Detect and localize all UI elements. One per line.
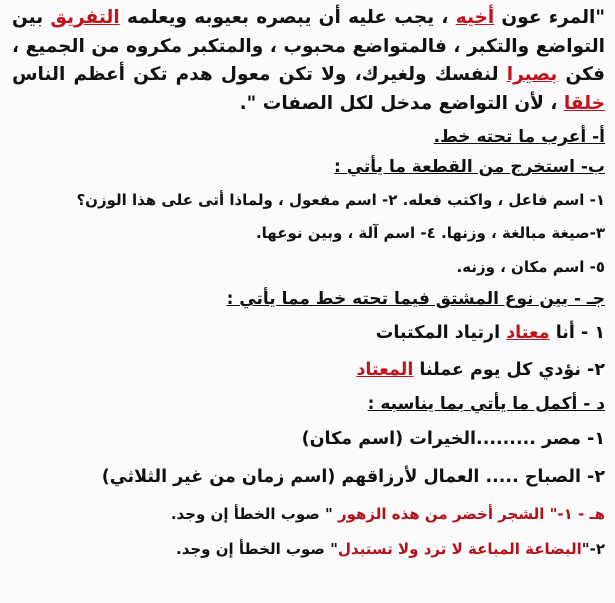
- section-b-heading: ب- استخرج من القطعة ما يأتي :: [333, 157, 605, 177]
- section-c-item-2: [12, 352, 605, 388]
- underlined-word-mutad: معتاد: [506, 323, 550, 343]
- section-c-heading: جـ - بين نوع المشتق فيما تحته خط مما يأتي :: [226, 289, 605, 309]
- underlined-word-akhihi: أخيه: [455, 7, 495, 28]
- underlined-word-tafriq: التفريق: [50, 7, 120, 28]
- passage-text: "المرء عون: [494, 7, 606, 28]
- item-text: هـ - ١-": [544, 505, 605, 523]
- item-text: ١ - أنا: [549, 323, 605, 343]
- underlined-word-almutad: المعتاد: [356, 360, 414, 380]
- section-b-item-2: ٣-صيغة مبالغة ، وزنها. ٤- اسم آلة ، وبين نوعها.: [255, 224, 605, 242]
- red-sentence-1: الشجر أخضر من هذه الزهور: [337, 505, 545, 523]
- underlined-word-basiran: بصيرا: [506, 64, 558, 85]
- passage-paragraph: [12, 4, 605, 118]
- section-d-item-2: ٢- الصباح ..... العمال لأرزاقهم (اسم زمان من غير الثلاثي): [101, 467, 605, 487]
- section-h-item-1: [12, 496, 605, 532]
- section-d-item-1: ١- مصر .........الخيرات (اسم مكان): [301, 429, 605, 449]
- section-c-item-1: [12, 314, 605, 352]
- section-b-item-1: ١- اسم فاعل ، واكتب فعله. ٢- اسم مفعول ، ولماذا أتى على هذا الوزن؟: [76, 191, 605, 209]
- item-text: " صوب الخطأ إن وجد.: [170, 505, 338, 523]
- passage-text: بين التواضع والتكبر ، فالمتواضع محبوب ، والمتكبر مكروه من الجميع ، فكن: [12, 7, 605, 85]
- item-text: ٢- نؤدي كل يوم عملنا: [413, 360, 605, 380]
- section-b-item-3: ٥- اسم مكان ، وزنه.: [456, 258, 605, 276]
- section-d-heading: د - أكمل ما يأتي بما يناسبه :: [367, 394, 605, 414]
- passage-text: ، يجب عليه أن يبصره بعيوبه ويعلمه: [119, 7, 456, 28]
- item-text: ٢-": [581, 540, 605, 558]
- section-h-item-2: [12, 532, 605, 566]
- underlined-word-khulqan: خلقا: [563, 92, 605, 114]
- passage-text: ، لأن التواضع مدخل لكل الصفات ".: [239, 92, 564, 114]
- item-text: ارتياد المكتبات: [375, 323, 507, 343]
- item-text: " صوب الخطأ إن وجد.: [176, 540, 338, 558]
- section-a-heading: أ- أعرب ما تحته خط.: [433, 127, 605, 147]
- passage-text: لنفسك ولغيرك، ولا تكن معول هدم تكن أعظم الناس: [12, 64, 507, 85]
- red-sentence-2: البضاعة المباعة لا ترد ولا تستبدل: [337, 540, 582, 558]
